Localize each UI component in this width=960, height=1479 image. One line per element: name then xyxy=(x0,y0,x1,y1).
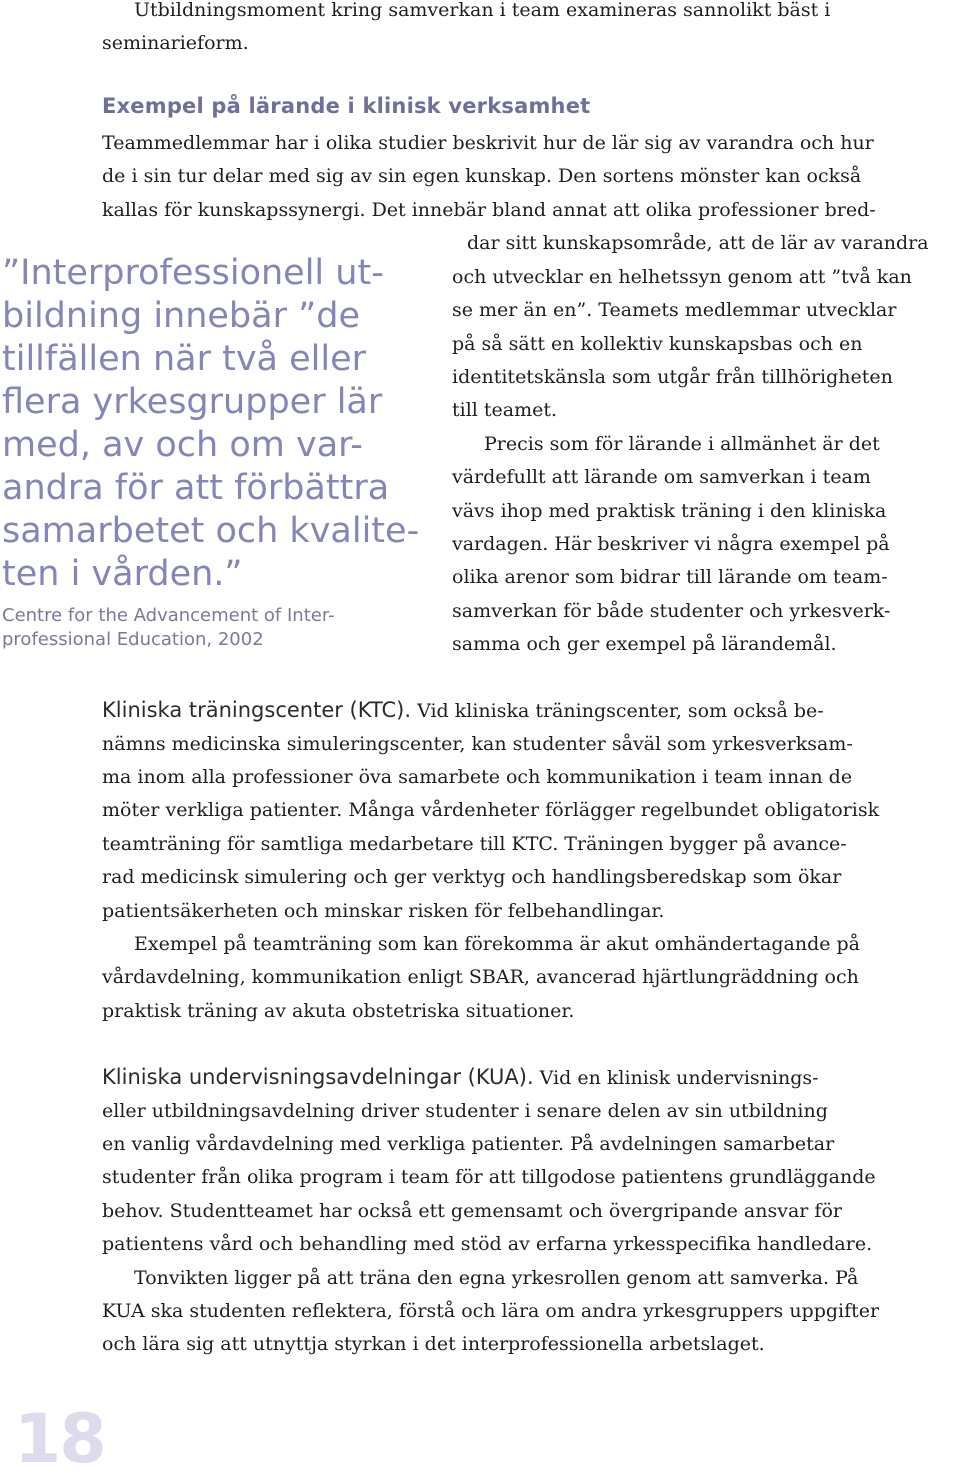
intro-line-2: seminarieform. xyxy=(102,32,249,54)
paragraph-line: de i sin tur delar med sig av sin egen kunskap. Den sortens mönster kan också xyxy=(102,165,862,187)
column-line: på så sätt en kollektiv kunskapsbas och en xyxy=(452,333,863,355)
column-line: värdefullt att lärande om samverkan i team xyxy=(452,466,871,488)
paragraph-line: Teammedlemmar har i olika studier beskrivit hur de lär sig av varandra och hur xyxy=(102,132,874,154)
kua-first-line xyxy=(102,1061,819,1095)
paragraph-line: en vanlig vårdavdelning med verkliga patienter. På avdelningen samarbetar xyxy=(102,1133,835,1155)
paragraph-line: patientens vård och behandling med stöd av erfarna yrkesspecifika handledare. xyxy=(102,1233,873,1255)
pull-quote-line: med, av och om var- xyxy=(2,425,363,465)
paragraph-line: praktisk träning av akuta obstetriska situationer. xyxy=(102,1000,575,1022)
kua-heading: Kliniska undervisningsavdelningar (KUA). xyxy=(102,1065,534,1089)
paragraph-line: ma inom alla professioner öva samarbete och kommunikation i team innan de xyxy=(102,766,853,788)
paragraph-line: rad medicinsk simulering och ger verktyg och handlingsberedskap som ökar xyxy=(102,866,842,888)
paragraph-line: behov. Studentteamet har också ett gemensamt och övergripande ansvar för xyxy=(102,1200,842,1222)
column-line: samverkan för både studenter och yrkesverk- xyxy=(452,600,891,622)
section-heading-clinical: Exempel på lärande i klinisk verksamhet xyxy=(102,94,591,118)
kua-first-line-text: Vid en klinisk undervisnings- xyxy=(533,1067,819,1089)
column-line: vardagen. Här beskriver vi några exempel på xyxy=(452,533,890,555)
pull-quote-line: flera yrkesgrupper lär xyxy=(2,382,383,422)
pull-quote-line: samarbetet och kvalite- xyxy=(2,511,420,551)
paragraph-line: Tonvikten ligger på att träna den egna yrkesrollen genom att samverka. På xyxy=(134,1267,859,1289)
paragraph-line: nämns medicinska simuleringscenter, kan studenter såväl som yrkesverksam- xyxy=(102,733,853,755)
paragraph-line: och lära sig att utnyttja styrkan i det interprofessionella arbetslaget. xyxy=(102,1333,765,1355)
paragraph-line: KUA ska studenten reflektera, förstå och lära om andra yrkesgruppers uppgifter xyxy=(102,1300,880,1322)
column-line: Precis som för lärande i allmänhet är det xyxy=(484,433,880,455)
column-line: och utvecklar en helhetssyn genom att ”två kan xyxy=(452,266,912,288)
column-line: dar sitt kunskapsområde, att de lär av varandra xyxy=(467,232,929,254)
column-line: samma och ger exempel på lärandemål. xyxy=(452,633,837,655)
pull-quote-source-line: Centre for the Advancement of Inter- xyxy=(2,605,335,626)
pull-quote-line: tillfällen när två eller xyxy=(2,339,367,379)
column-line: se mer än en”. Teamets medlemmar utvecklar xyxy=(452,299,897,321)
paragraph-line: vårdavdelning, kommunikation enligt SBAR, avancerad hjärtlungräddning och xyxy=(102,966,859,988)
page-number: 18 xyxy=(14,1400,105,1479)
paragraph-line: patientsäkerheten och minskar risken för felbehandlingar. xyxy=(102,900,665,922)
column-line: till teamet. xyxy=(452,399,558,421)
intro-line-1: Utbildningsmoment kring samverkan i team examineras sannolikt bäst i xyxy=(134,0,831,21)
paragraph-line: kallas för kunskapssynergi. Det innebär bland annat att olika professioner bred- xyxy=(102,199,876,221)
paragraph-line: Exempel på teamträning som kan förekomma är akut omhändertagande på xyxy=(134,933,861,955)
paragraph-line: teamträning för samtliga medarbetare till KTC. Träningen bygger på avance- xyxy=(102,833,847,855)
column-line: identitetskänsla som utgår från tillhörigheten xyxy=(452,366,893,388)
pull-quote-line: ten i vården.” xyxy=(2,554,243,594)
ktc-first-line xyxy=(102,694,824,728)
paragraph-line: eller utbildningsavdelning driver studenter i senare delen av sin utbildning xyxy=(102,1100,828,1122)
pull-quote-line: bildning innebär ”de xyxy=(2,296,360,336)
paragraph-line: möter verkliga patienter. Många vårdenheter förlägger regelbundet obligatorisk xyxy=(102,799,880,821)
column-line: olika arenor som bidrar till lärande om team- xyxy=(452,566,888,588)
pull-quote-source xyxy=(2,604,335,652)
ktc-heading: Kliniska träningscenter (KTC). xyxy=(102,698,412,722)
pull-quote-line: andra för att förbättra xyxy=(2,468,390,508)
paragraph-line: studenter från olika program i team för att tillgodose patientens grundläggande xyxy=(102,1166,876,1188)
column-line: vävs ihop med praktisk träning i den kliniska xyxy=(452,500,887,522)
pull-quote-source-line: professional Education, 2002 xyxy=(2,629,264,650)
ktc-first-line-text: Vid kliniska träningscenter, som också be- xyxy=(411,700,824,722)
pull-quote-line: ”Interprofessionell ut- xyxy=(2,253,384,293)
pull-quote xyxy=(2,252,419,596)
